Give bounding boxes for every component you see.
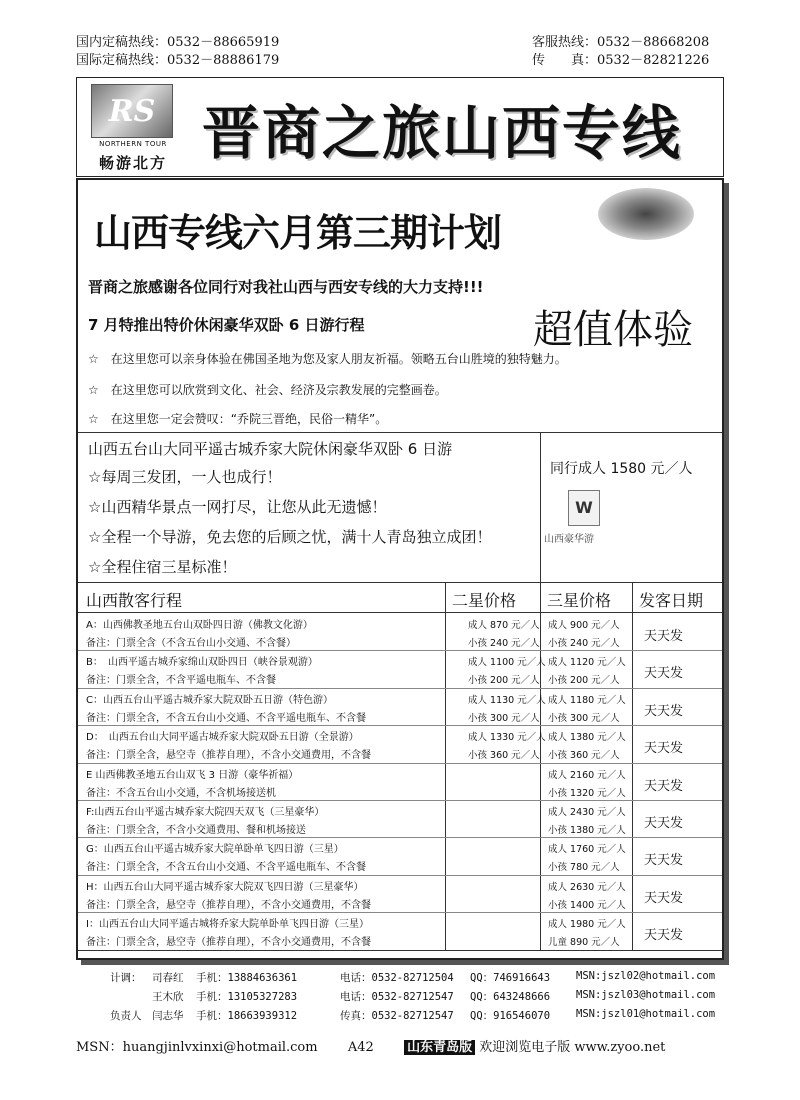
row-departure: 天天发 (644, 928, 684, 944)
row-departure: 天天发 (644, 816, 684, 831)
row-departure: 天天发 (644, 778, 684, 794)
row-note: 备注：门票全含，悬空寺（推荐自理），不含小交通费用，不含餐 (86, 899, 371, 911)
contact-tel: 电话：0532-82712504 (340, 972, 454, 984)
banner-title: 晋商之旅山西专线 (202, 99, 683, 167)
contact-name: 王木欣 (152, 991, 184, 1003)
row-three-star-adult: 成人 900 元／人 (548, 620, 620, 631)
row-three-star-child: 小孩 300 元／人 (548, 712, 620, 724)
row-two-star-child: 小孩 360 元／人 (468, 750, 540, 762)
row-two-star-adult: 成人 1130 元／人 (468, 694, 546, 706)
row-itinerary: H：山西五台山大同平遥古城乔家大院双飞四日游（三星豪华） (86, 881, 364, 893)
word-document-icon[interactable]: W (568, 490, 600, 526)
row-three-star-child: 小孩 1320 元／人 (548, 787, 626, 799)
row-three-star-adult: 成人 2630 元／人 (548, 881, 626, 893)
fax-number: 传 真：0532－82821226 (532, 53, 710, 68)
row-three-star-adult: 成人 1760 元／人 (548, 844, 626, 856)
row-three-star-adult: 成人 2430 元／人 (548, 807, 626, 818)
row-divider (78, 763, 722, 764)
row-note: 备注：门票全含，不含小交通费用、餐和机场接送 (86, 825, 306, 836)
tour-point: ☆每周三发团，一人也成行！ (88, 468, 282, 486)
row-note: 备注：门票全含，悬空寺（推荐自理），不含小交通费用，不含餐 (86, 937, 371, 949)
row-two-star-child: 小孩 300 元／人 (468, 712, 540, 724)
divider (540, 582, 541, 950)
contact-tel: 传真：0532-82712547 (340, 1010, 454, 1022)
row-note: 备注：门票全含，悬空寺（推荐自理），不含小交通费用，不含餐 (86, 750, 371, 762)
logo-mark-icon: RS (91, 84, 173, 138)
row-three-star-child: 小孩 1380 元／人 (548, 825, 626, 836)
decorative-emblem-icon (598, 188, 694, 240)
divider (540, 432, 541, 582)
row-two-star-adult: 成人 870 元／人 (468, 620, 540, 631)
row-departure: 天天发 (644, 666, 684, 682)
row-divider (78, 725, 722, 726)
edition-badge: 山东青岛版 (404, 1040, 475, 1055)
highlight-star: ☆ 在这里您一定会赞叹：“乔院三晋绝，民俗一精华”。 (88, 412, 388, 426)
row-departure: 天天发 (644, 703, 684, 719)
row-divider (78, 688, 722, 689)
row-divider (78, 875, 722, 876)
divider (78, 612, 722, 613)
row-departure: 天天发 (644, 629, 684, 644)
plan-title: 山西专线六月第三期计划 (94, 211, 502, 255)
contact-qq: QQ：746916643 (470, 972, 551, 984)
contact-qq: QQ：916546070 (470, 1010, 551, 1022)
row-divider (78, 800, 722, 801)
service-hotline: 客服热线：0532－88668208 (532, 35, 710, 50)
july-offer: 7 月特推出特价休闲豪华双卧 6 日游行程 (88, 316, 365, 334)
row-three-star-adult: 成人 1120 元／人 (548, 657, 626, 669)
tour-point: ☆全程住宿三星标准！ (88, 558, 237, 576)
divider (78, 432, 722, 433)
row-itinerary: F:山西五台山平遥古城乔家大院四天双飞（三星豪华） (86, 807, 325, 818)
row-three-star-adult: 成人 1180 元／人 (548, 694, 626, 706)
column-header-three-star: 三星价格 (547, 591, 612, 610)
row-note: 备注：门票全含，不含五台山小交通、不含平遥电瓶车、不含餐 (86, 712, 366, 724)
contact-role: 计调： (110, 972, 142, 984)
column-header-two-star: 二星价格 (452, 591, 517, 610)
contact-msn[interactable]: MSN:jszl02@hotmail.com (576, 970, 716, 982)
contact-role: 负责人 (110, 1010, 142, 1022)
contact-name: 闫志华 (152, 1010, 184, 1022)
contact-tel: 电话：0532-82712547 (340, 991, 454, 1003)
row-three-star-adult: 成人 1380 元／人 (548, 732, 626, 744)
row-itinerary: D： 山西五台山大同平遥古城乔家大院双卧五日游（全景游） (86, 732, 359, 744)
row-two-star-child: 小孩 240 元／人 (468, 638, 540, 649)
tour-price: 同行成人 1580 元／人 (550, 461, 693, 477)
row-divider (78, 650, 722, 651)
divider (78, 950, 722, 951)
tour-title: 山西五台山大同平遥古城乔家大院休闲豪华双卧 6 日游 (88, 440, 453, 458)
contact-phone: 手机：18663939312 (196, 1010, 298, 1022)
column-header-itinerary: 山西散客行程 (86, 591, 183, 610)
footer (76, 1036, 724, 1055)
row-note: 备注：不含五台山小交通，不含机场接送机 (86, 787, 276, 799)
row-itinerary: G：山西五台山平遥古城乔家大院单卧单飞四日游（三星） (86, 844, 344, 856)
logo-english: NORTHERN TOUR (99, 140, 167, 148)
row-two-star-adult: 成人 1330 元／人 (468, 732, 546, 744)
contact-name: 司春红 (152, 972, 184, 984)
domestic-hotline: 国内定稿热线：0532－88665919 (76, 35, 280, 50)
company-logo (85, 84, 181, 170)
footer-welcome[interactable]: 欢迎浏览电子版 www.zyoo.net (479, 1040, 666, 1055)
tour-point: ☆全程一个导游，免去您的后顾之忧，满十人青岛独立成团！ (88, 528, 492, 546)
row-divider (78, 837, 722, 838)
document-caption[interactable]: 山西豪华游 (544, 534, 594, 545)
banner (76, 77, 724, 177)
highlight-star: ☆ 在这里您可以亲身体验在佛国圣地为您及家人朋友祈福。领略五台山胜境的独特魅力。 (88, 352, 567, 366)
highlight-star: ☆ 在这里您可以欣赏到文化、社会、经济及宗教发展的完整画卷。 (88, 383, 447, 397)
row-three-star-child: 小孩 360 元／人 (548, 750, 620, 762)
row-note: 备注：门票全含，不含五台山小交通、不含平遥电瓶车、不含餐 (86, 862, 366, 874)
contact-phone: 手机：13884636361 (196, 972, 298, 984)
international-hotline: 国际定稿热线：0532－88886179 (76, 53, 280, 68)
contact-msn[interactable]: MSN:jszl01@hotmail.com (576, 1008, 716, 1020)
row-note: 备注：门票全含（不含五台山小交通、不含餐） (86, 638, 296, 649)
logo-chinese: 畅游北方 (98, 154, 167, 172)
row-three-star-child: 小孩 780 元／人 (548, 862, 620, 874)
row-departure: 天天发 (644, 853, 684, 869)
row-itinerary: I：山西五台山大同平遥古城将乔家大院单卧单飞四日游（三星） (86, 919, 369, 931)
tour-point: ☆山西精华景点一网打尽，让您从此无遗憾！ (88, 498, 387, 516)
divider (445, 582, 446, 950)
footer-msn: MSN：huangjinlvxinxi@hotmail.com (76, 1040, 318, 1055)
page-number: A42 (347, 1040, 374, 1055)
column-header-date: 发客日期 (639, 591, 704, 610)
row-departure: 天天发 (644, 741, 684, 757)
row-itinerary: A：山西佛教圣地五台山双卧四日游（佛教文化游） (86, 620, 313, 631)
row-departure: 天天发 (644, 890, 684, 906)
plan-panel (76, 178, 724, 960)
row-itinerary: E 山西佛教圣地五台山双飞 3 日游（豪华祈福） (86, 769, 299, 781)
thanks-text: 晋商之旅感谢各位同行对我社山西与西安专线的大力支持!!! (88, 278, 484, 296)
row-two-star-child: 小孩 200 元／人 (468, 675, 540, 687)
row-three-star-child: 小孩 1400 元／人 (548, 899, 626, 911)
contact-qq: QQ：643248666 (470, 991, 551, 1003)
row-three-star-child: 儿童 890 元／人 (548, 937, 620, 949)
contact-msn[interactable]: MSN:jszl03@hotmail.com (576, 989, 716, 1001)
row-note: 备注：门票全含，不含平遥电瓶车、不含餐 (86, 675, 276, 687)
row-three-star-child: 小孩 200 元／人 (548, 675, 620, 687)
divider (632, 582, 633, 950)
row-three-star-adult: 成人 1980 元／人 (548, 919, 626, 931)
row-three-star-child: 小孩 240 元／人 (548, 638, 620, 649)
row-itinerary: B： 山西平遥古城乔家绵山双卧四日（峡谷景观游） (86, 657, 318, 669)
row-itinerary: C：山西五台山平遥古城乔家大院双卧五日游（特色游） (86, 694, 333, 706)
row-divider (78, 912, 722, 913)
row-two-star-adult: 成人 1100 元／人 (468, 657, 546, 669)
row-three-star-adult: 成人 2160 元／人 (548, 769, 626, 781)
divider (78, 582, 722, 583)
contact-phone: 手机：13105327283 (196, 991, 298, 1003)
slogan: 超值体验 (533, 307, 693, 353)
